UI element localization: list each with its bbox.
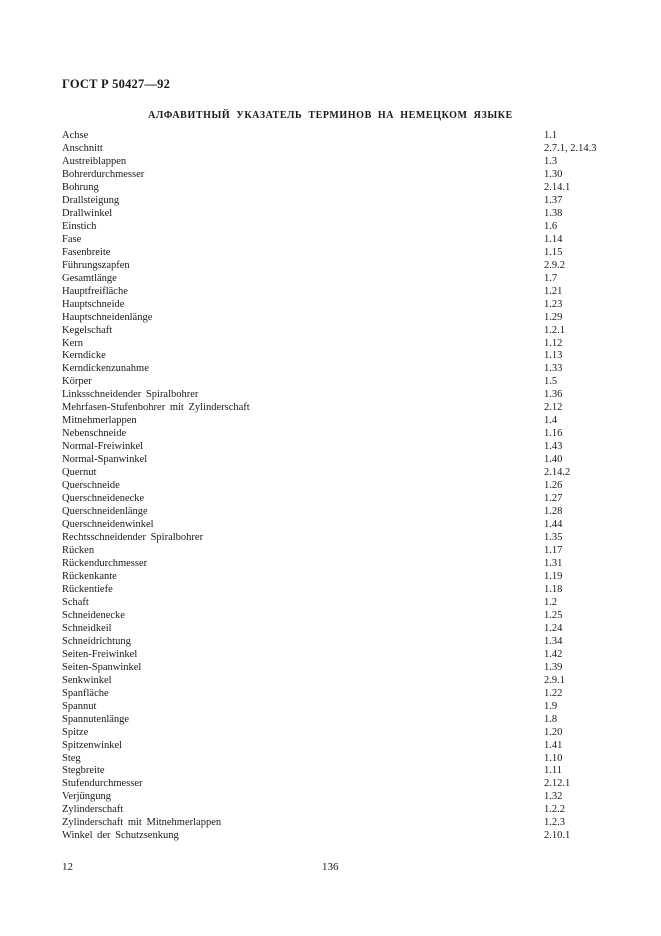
index-entry — [62, 480, 622, 493]
index-entry — [62, 247, 622, 260]
index-reference: 1.36 — [544, 389, 563, 401]
index-entry — [62, 376, 622, 389]
index-term: Hauptfreifläche — [62, 285, 128, 297]
index-entry — [62, 195, 622, 208]
index-term: Querschneide — [62, 480, 120, 492]
index-reference: 1.20 — [544, 726, 563, 738]
index-reference: 1.24 — [544, 622, 563, 634]
index-reference: 1.43 — [544, 441, 563, 453]
index-entry — [62, 169, 622, 182]
index-term: Austreiblappen — [62, 155, 127, 167]
index-reference: 1.2.3 — [544, 817, 565, 829]
index-term: Querschneidenwinkel — [62, 519, 154, 531]
index-reference: 1.37 — [544, 194, 563, 206]
index-entry — [62, 532, 622, 545]
index-entry — [62, 350, 622, 363]
index-entry — [62, 286, 622, 299]
index-reference: 1.8 — [544, 713, 558, 725]
document-header: ГОСТ Р 50427—92 — [62, 77, 171, 91]
index-entry — [62, 675, 622, 688]
index-entry — [62, 571, 622, 584]
index-entry — [62, 182, 622, 195]
index-term: Nebenschneide — [62, 428, 127, 440]
index-reference: 2.12.1 — [544, 778, 571, 790]
index-reference: 1.13 — [544, 350, 563, 362]
index-reference: 1.1 — [544, 130, 558, 141]
index-reference: 1.17 — [544, 545, 563, 556]
index-reference: 1.11 — [544, 765, 562, 777]
index-term: Steg — [62, 752, 81, 764]
index-entry — [62, 765, 622, 778]
index-reference: 1.41 — [544, 739, 563, 751]
index-reference: 1.3 — [544, 155, 558, 167]
index-reference: 2.7.1, 2.14.3 — [544, 142, 597, 154]
index-term: Mitnehmerlappen — [62, 415, 137, 427]
index-term: Rücken — [62, 545, 95, 556]
index-reference: 2.9.2 — [544, 259, 565, 271]
index-entry — [62, 221, 622, 234]
index-entry — [62, 817, 622, 830]
index-entry — [62, 740, 622, 753]
index-term: Führungszapfen — [62, 259, 130, 271]
index-term: Rechtsschneidender Spiralbohrer — [62, 532, 204, 544]
index-entry — [62, 156, 622, 169]
index-entry — [62, 312, 622, 325]
index-term: Spitzenwinkel — [62, 739, 123, 751]
index-entry — [62, 234, 622, 247]
index-term: Rückentiefe — [62, 583, 113, 595]
index-reference: 1.25 — [544, 609, 563, 621]
index-term: Verjüngung — [62, 791, 111, 803]
index-reference: 1.19 — [544, 570, 563, 582]
index-reference: 1.4 — [544, 415, 558, 427]
index-reference: 1.6 — [544, 220, 558, 232]
index-term: Schneidrichtung — [62, 635, 131, 647]
index-entry — [62, 454, 622, 467]
index-entry — [62, 610, 622, 623]
index-entry — [62, 545, 622, 558]
index-term: Einstich — [62, 220, 97, 232]
index-entry — [62, 778, 622, 791]
index-entry — [62, 584, 622, 597]
index-entry — [62, 389, 622, 402]
index-entry — [62, 662, 622, 675]
index-entry — [62, 714, 622, 727]
index-entry — [62, 506, 622, 519]
index-term: Bohrerdurchmesser — [62, 168, 145, 180]
index-term: Stufendurchmesser — [62, 778, 143, 790]
index-reference: 1.39 — [544, 661, 563, 673]
index-entry — [62, 338, 622, 351]
index-reference: 1.16 — [544, 428, 563, 440]
index-term: Querschneidenlänge — [62, 506, 148, 518]
index-entry — [62, 649, 622, 662]
index-reference: 1.23 — [544, 298, 563, 310]
index-reference: 1.12 — [544, 337, 563, 349]
index-term: Quernut — [62, 467, 97, 479]
index-term: Schaft — [62, 596, 89, 608]
index-term: Spitze — [62, 726, 89, 738]
index-entry — [62, 519, 622, 532]
index-reference: 1.38 — [544, 207, 563, 219]
index-title: АЛФАВИТНЫЙ УКАЗАТЕЛЬ ТЕРМИНОВ НА НЕМЕЦКОМ ЯЗЫКЕ — [148, 110, 513, 121]
index-entry — [62, 273, 622, 286]
index-term: Fase — [62, 233, 82, 245]
index-entry — [62, 260, 622, 273]
index-reference: 2.9.1 — [544, 674, 565, 686]
index-entry — [62, 143, 622, 156]
index-reference: 1.44 — [544, 519, 563, 531]
index-term: Normal-Freiwinkel — [62, 441, 144, 453]
index-entry — [62, 325, 622, 338]
index-reference: 1.5 — [544, 376, 558, 388]
index-reference: 1.2.2 — [544, 804, 565, 816]
index-reference: 1.21 — [544, 285, 563, 297]
index-entry — [62, 441, 622, 454]
index-term: Kerndicke — [62, 350, 106, 362]
index-entry — [62, 727, 622, 740]
index-entry — [62, 804, 622, 817]
index-entry — [62, 753, 622, 766]
index-reference: 1.14 — [544, 233, 563, 245]
index-term: Kerndickenzunahme — [62, 363, 149, 375]
index-entry — [62, 558, 622, 571]
index-reference: 1.28 — [544, 506, 563, 518]
index-reference: 1.9 — [544, 700, 558, 712]
index-term: Mehrfasen-Stufenbohrer mit Zylinderschaft — [62, 402, 250, 414]
index-term: Hauptschneidenlänge — [62, 311, 153, 323]
index-term: Seiten-Freiwinkel — [62, 648, 138, 660]
index-entry — [62, 208, 622, 221]
index-term: Anschnitt — [62, 142, 103, 154]
index-term: Schneidenecke — [62, 609, 125, 621]
page-number-center: 136 — [322, 861, 339, 873]
index-reference: 1.40 — [544, 454, 563, 466]
index-entry — [62, 791, 622, 804]
index-term: Bohrung — [62, 181, 99, 193]
index-term: Normal-Spanwinkel — [62, 454, 148, 466]
index-reference: 1.32 — [544, 791, 563, 803]
index-entry — [62, 597, 622, 610]
index-reference: 2.10.1 — [544, 830, 571, 842]
index-entry — [62, 493, 622, 506]
index-term: Kegelschaft — [62, 324, 113, 336]
index-term: Kern — [62, 337, 83, 349]
index-entry — [62, 830, 622, 843]
index-term: Zylinderschaft mit Mitnehmerlappen — [62, 817, 222, 829]
index-reference: 2.14.1 — [544, 181, 571, 193]
index-reference: 2.12 — [544, 402, 563, 414]
index-term: Spannutenlänge — [62, 713, 130, 725]
index-term: Fasenbreite — [62, 246, 111, 258]
index-entry — [62, 688, 622, 701]
index-term: Körper — [62, 376, 92, 388]
index-reference: 1.2.1 — [544, 324, 565, 336]
index-term: Drallwinkel — [62, 207, 113, 219]
index-entry — [62, 130, 622, 143]
index-entry — [62, 428, 622, 441]
index-term: Rückenkante — [62, 570, 117, 582]
index-term: Stegbreite — [62, 765, 105, 777]
index-entry — [62, 299, 622, 312]
index-reference: 2.14.2 — [544, 467, 571, 479]
index-reference: 1.2 — [544, 596, 558, 608]
index-entry — [62, 701, 622, 714]
index-term: Winkel der Schutzsenkung — [62, 830, 179, 842]
index-entry — [62, 623, 622, 636]
term-index-list — [62, 130, 622, 843]
index-reference: 1.31 — [544, 557, 563, 569]
index-reference: 1.15 — [544, 246, 563, 258]
index-reference: 1.30 — [544, 168, 563, 180]
index-reference: 1.34 — [544, 635, 563, 647]
index-term: Schneidkeil — [62, 622, 112, 634]
index-term: Zylinderschaft — [62, 804, 124, 816]
index-reference: 1.22 — [544, 687, 563, 699]
index-entry — [62, 363, 622, 376]
index-term: Spanfläche — [62, 687, 109, 699]
index-term: Spannut — [62, 700, 97, 712]
index-term: Querschneidenecke — [62, 493, 145, 505]
index-reference: 1.42 — [544, 648, 563, 660]
index-entry — [62, 415, 622, 428]
index-term: Seiten-Spanwinkel — [62, 661, 142, 673]
page-number-left: 12 — [62, 861, 73, 873]
index-term: Achse — [62, 130, 89, 141]
index-entry — [62, 467, 622, 480]
index-term: Hauptschneide — [62, 298, 125, 310]
index-reference: 1.27 — [544, 493, 563, 505]
index-term: Rückendurchmesser — [62, 557, 148, 569]
index-term: Senkwinkel — [62, 674, 112, 686]
index-entry — [62, 402, 622, 415]
index-reference: 1.7 — [544, 272, 558, 284]
index-reference: 1.26 — [544, 480, 563, 492]
index-reference: 1.29 — [544, 311, 563, 323]
index-entry — [62, 636, 622, 649]
index-term: Drallsteigung — [62, 194, 120, 206]
index-reference: 1.33 — [544, 363, 563, 375]
index-reference: 1.35 — [544, 532, 563, 544]
index-reference: 1.18 — [544, 583, 563, 595]
index-term: Gesamtlänge — [62, 272, 117, 284]
index-term: Linksschneidender Spiralbohrer — [62, 389, 199, 401]
index-reference: 1.10 — [544, 752, 563, 764]
